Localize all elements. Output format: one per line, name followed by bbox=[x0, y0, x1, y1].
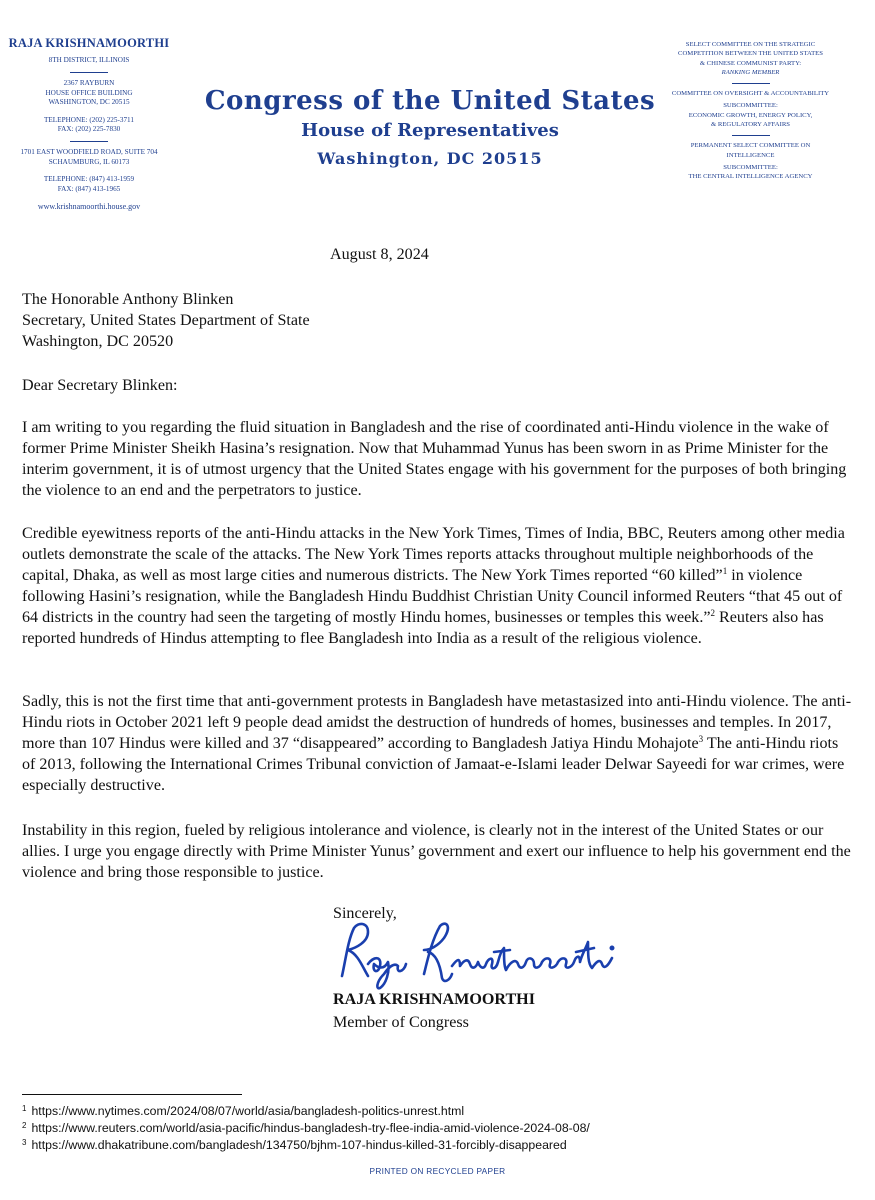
salutation: Dear Secretary Blinken: bbox=[22, 377, 178, 394]
letterhead-right bbox=[648, 40, 853, 182]
committee-line: COMPETITION BETWEEN THE UNITED STATES bbox=[678, 50, 823, 58]
footnote-link[interactable]: https://www.reuters.com/world/asia-pacific/hindus-bangladesh-try-flee-india-amid-violence-2024-08-08/ bbox=[31, 1121, 590, 1136]
closing: Sincerely, bbox=[333, 905, 397, 922]
district-office-line: SCHAUMBURG, IL 60173 bbox=[48, 157, 130, 166]
letterhead-title: Congress of the United States bbox=[204, 86, 656, 116]
paragraph-3-text: The anti-Hindu riots of 2013, following the International Crimes Tribunal conviction of Jamaat-e-Islami leader Delwar Sayeedi for war crimes, were especially destructive. bbox=[22, 735, 845, 794]
footnotes bbox=[22, 1103, 590, 1155]
dc-office-line: HOUSE OFFICE BUILDING bbox=[45, 88, 133, 97]
paragraph-3 bbox=[22, 691, 852, 796]
recipient-line: Secretary, United States Department of State bbox=[22, 312, 310, 329]
committee-role: RANKING MEMBER bbox=[721, 68, 780, 76]
member-name-header: RAJA KRISHNAMOORTHI bbox=[8, 36, 170, 50]
paragraph-1: I am writing to you regarding the fluid situation in Bangladesh and the rise of coordinated anti-Hindu violence in the wake of former Prime Minister Sheikh Hasina’s resignation. Now that Muhammad Yunus has been sworn in as Prime Minister for the interim government, it is of utmost urgency that the United States engage with his government for the purposes of both bringing the violence to an end and the perpetrators to justice. bbox=[22, 419, 847, 499]
letterhead-subtitle: House of Representatives bbox=[301, 120, 559, 141]
divider bbox=[70, 141, 108, 142]
dc-fax: FAX: (202) 225-7830 bbox=[57, 125, 121, 134]
footnote-ref-3[interactable]: 3 bbox=[698, 734, 704, 744]
committee-line: & CHINESE COMMUNIST PARTY: bbox=[699, 59, 802, 67]
paragraph-2-text: in violence following Hasini’s resignation, while the Bangladesh Hindu Buddhist Christian Unity Council informed Reuters “that 45 out of 64 districts in the country had seen the targeting of mostly Hindu homes, businesses or temples this week.” bbox=[22, 567, 843, 626]
recipient-line: The Honorable Anthony Blinken bbox=[22, 291, 234, 308]
subcommittee-line: THE CENTRAL INTELLIGENCE AGENCY bbox=[688, 173, 813, 181]
footnote-item bbox=[22, 1137, 590, 1154]
recipient-block bbox=[22, 289, 852, 352]
footnote-ref-2[interactable]: 2 bbox=[710, 608, 715, 618]
website-link[interactable]: www.krishnamoorthi.house.gov bbox=[37, 202, 141, 212]
committee-line: COMMITTEE ON OVERSIGHT & ACCOUNTABILITY bbox=[671, 90, 830, 98]
letterhead-city: Washington, DC 20515 bbox=[317, 149, 543, 168]
divider bbox=[732, 83, 770, 84]
district-phone: TELEPHONE: (847) 413-1959 bbox=[43, 175, 135, 184]
divider bbox=[732, 135, 770, 136]
footnote-number: 2 bbox=[22, 1121, 27, 1131]
dc-office-line: 2367 RAYBURN bbox=[63, 79, 115, 88]
committee-line: SELECT COMMITTEE ON THE STRATEGIC bbox=[685, 41, 816, 48]
subcommittee-line: SUBCOMMITTEE: bbox=[723, 163, 778, 171]
footnote-divider bbox=[22, 1094, 242, 1095]
footnote-link[interactable]: https://www.nytimes.com/2024/08/07/world/asia/bangladesh-politics-unrest.html bbox=[31, 1104, 465, 1118]
paragraph-3-text: Sadly, this is not the first time that anti-government protests in Bangladesh have metastasized into anti-Hindu violence. The anti-Hindu riots in October 2021 left 9 people dead amidst the destruction of hundreds of homes, businesses and temples. In 2017, more than 107 Hindus were killed and 37 “disappeared” according to Bangladesh Jatiya Hindu Mohajote bbox=[22, 693, 852, 752]
paragraph-4: Instability in this region, fueled by religious intolerance and violence, is clearly not in the interest of the United States or our allies. I urge you engage directly with Prime Minister Yunus’ government and exert our influence to help his government end the violence and bring those responsible to justice. bbox=[22, 822, 851, 881]
district-office-line: 1701 EAST WOODFIELD ROAD, SUITE 704 bbox=[20, 148, 158, 157]
recipient-line: Washington, DC 20520 bbox=[22, 333, 174, 350]
letterhead-center bbox=[200, 86, 660, 168]
dc-phone: TELEPHONE: (202) 225-3711 bbox=[44, 115, 134, 124]
divider bbox=[70, 72, 108, 73]
subcommittee-line: ECONOMIC GROWTH, ENERGY POLICY, bbox=[688, 111, 813, 119]
signer-title: Member of Congress bbox=[333, 1014, 469, 1031]
paragraph-2-text: Reuters also has reported hundreds of Hindus attempting to flee Bangladesh into India as a result of the religious violence. bbox=[22, 609, 824, 647]
footnote-ref-1[interactable]: 1 bbox=[722, 566, 728, 576]
signer-name: RAJA KRISHNAMOORTHI bbox=[333, 991, 535, 1008]
letterhead-left bbox=[0, 36, 178, 211]
paragraph-2-text: Credible eyewitness reports of the anti-Hindu attacks in the New York Times, Times of India, BBC, Reuters among other media outlets demonstrate the scale of the attacks. The New York Times reports attacks throughout multiple neighborhoods of the capital, Dhaka, as well as most large cities and numerous districts. The New York Times reported “60 killed” bbox=[22, 525, 845, 584]
printed-on-recycled-paper-note: PRINTED ON RECYCLED PAPER bbox=[369, 1166, 506, 1176]
footnote-link[interactable]: https://www.dhakatribune.com/bangladesh/134750/bjhm-107-hindus-killed-31-forcibly-disappeared bbox=[31, 1138, 567, 1153]
district-label: 8TH DISTRICT, ILLINOIS bbox=[48, 56, 130, 64]
signer-block bbox=[333, 988, 535, 1034]
footnote-item bbox=[22, 1120, 590, 1137]
footnote-number: 1 bbox=[22, 1104, 27, 1113]
handwritten-signature bbox=[328, 918, 618, 995]
paragraph-2 bbox=[22, 523, 852, 649]
committee-line: INTELLIGENCE bbox=[726, 151, 775, 159]
footnote-item bbox=[22, 1103, 590, 1120]
district-fax: FAX: (847) 413-1965 bbox=[57, 184, 121, 193]
subcommittee-line: & REGULATORY AFFAIRS bbox=[710, 121, 791, 129]
footnote-number: 3 bbox=[22, 1138, 27, 1148]
letter-date: August 8, 2024 bbox=[330, 246, 429, 263]
committee-line: PERMANENT SELECT COMMITTEE ON bbox=[690, 142, 811, 150]
dc-office-line: WASHINGTON, DC 20515 bbox=[48, 98, 130, 107]
subcommittee-line: SUBCOMMITTEE: bbox=[723, 102, 778, 110]
